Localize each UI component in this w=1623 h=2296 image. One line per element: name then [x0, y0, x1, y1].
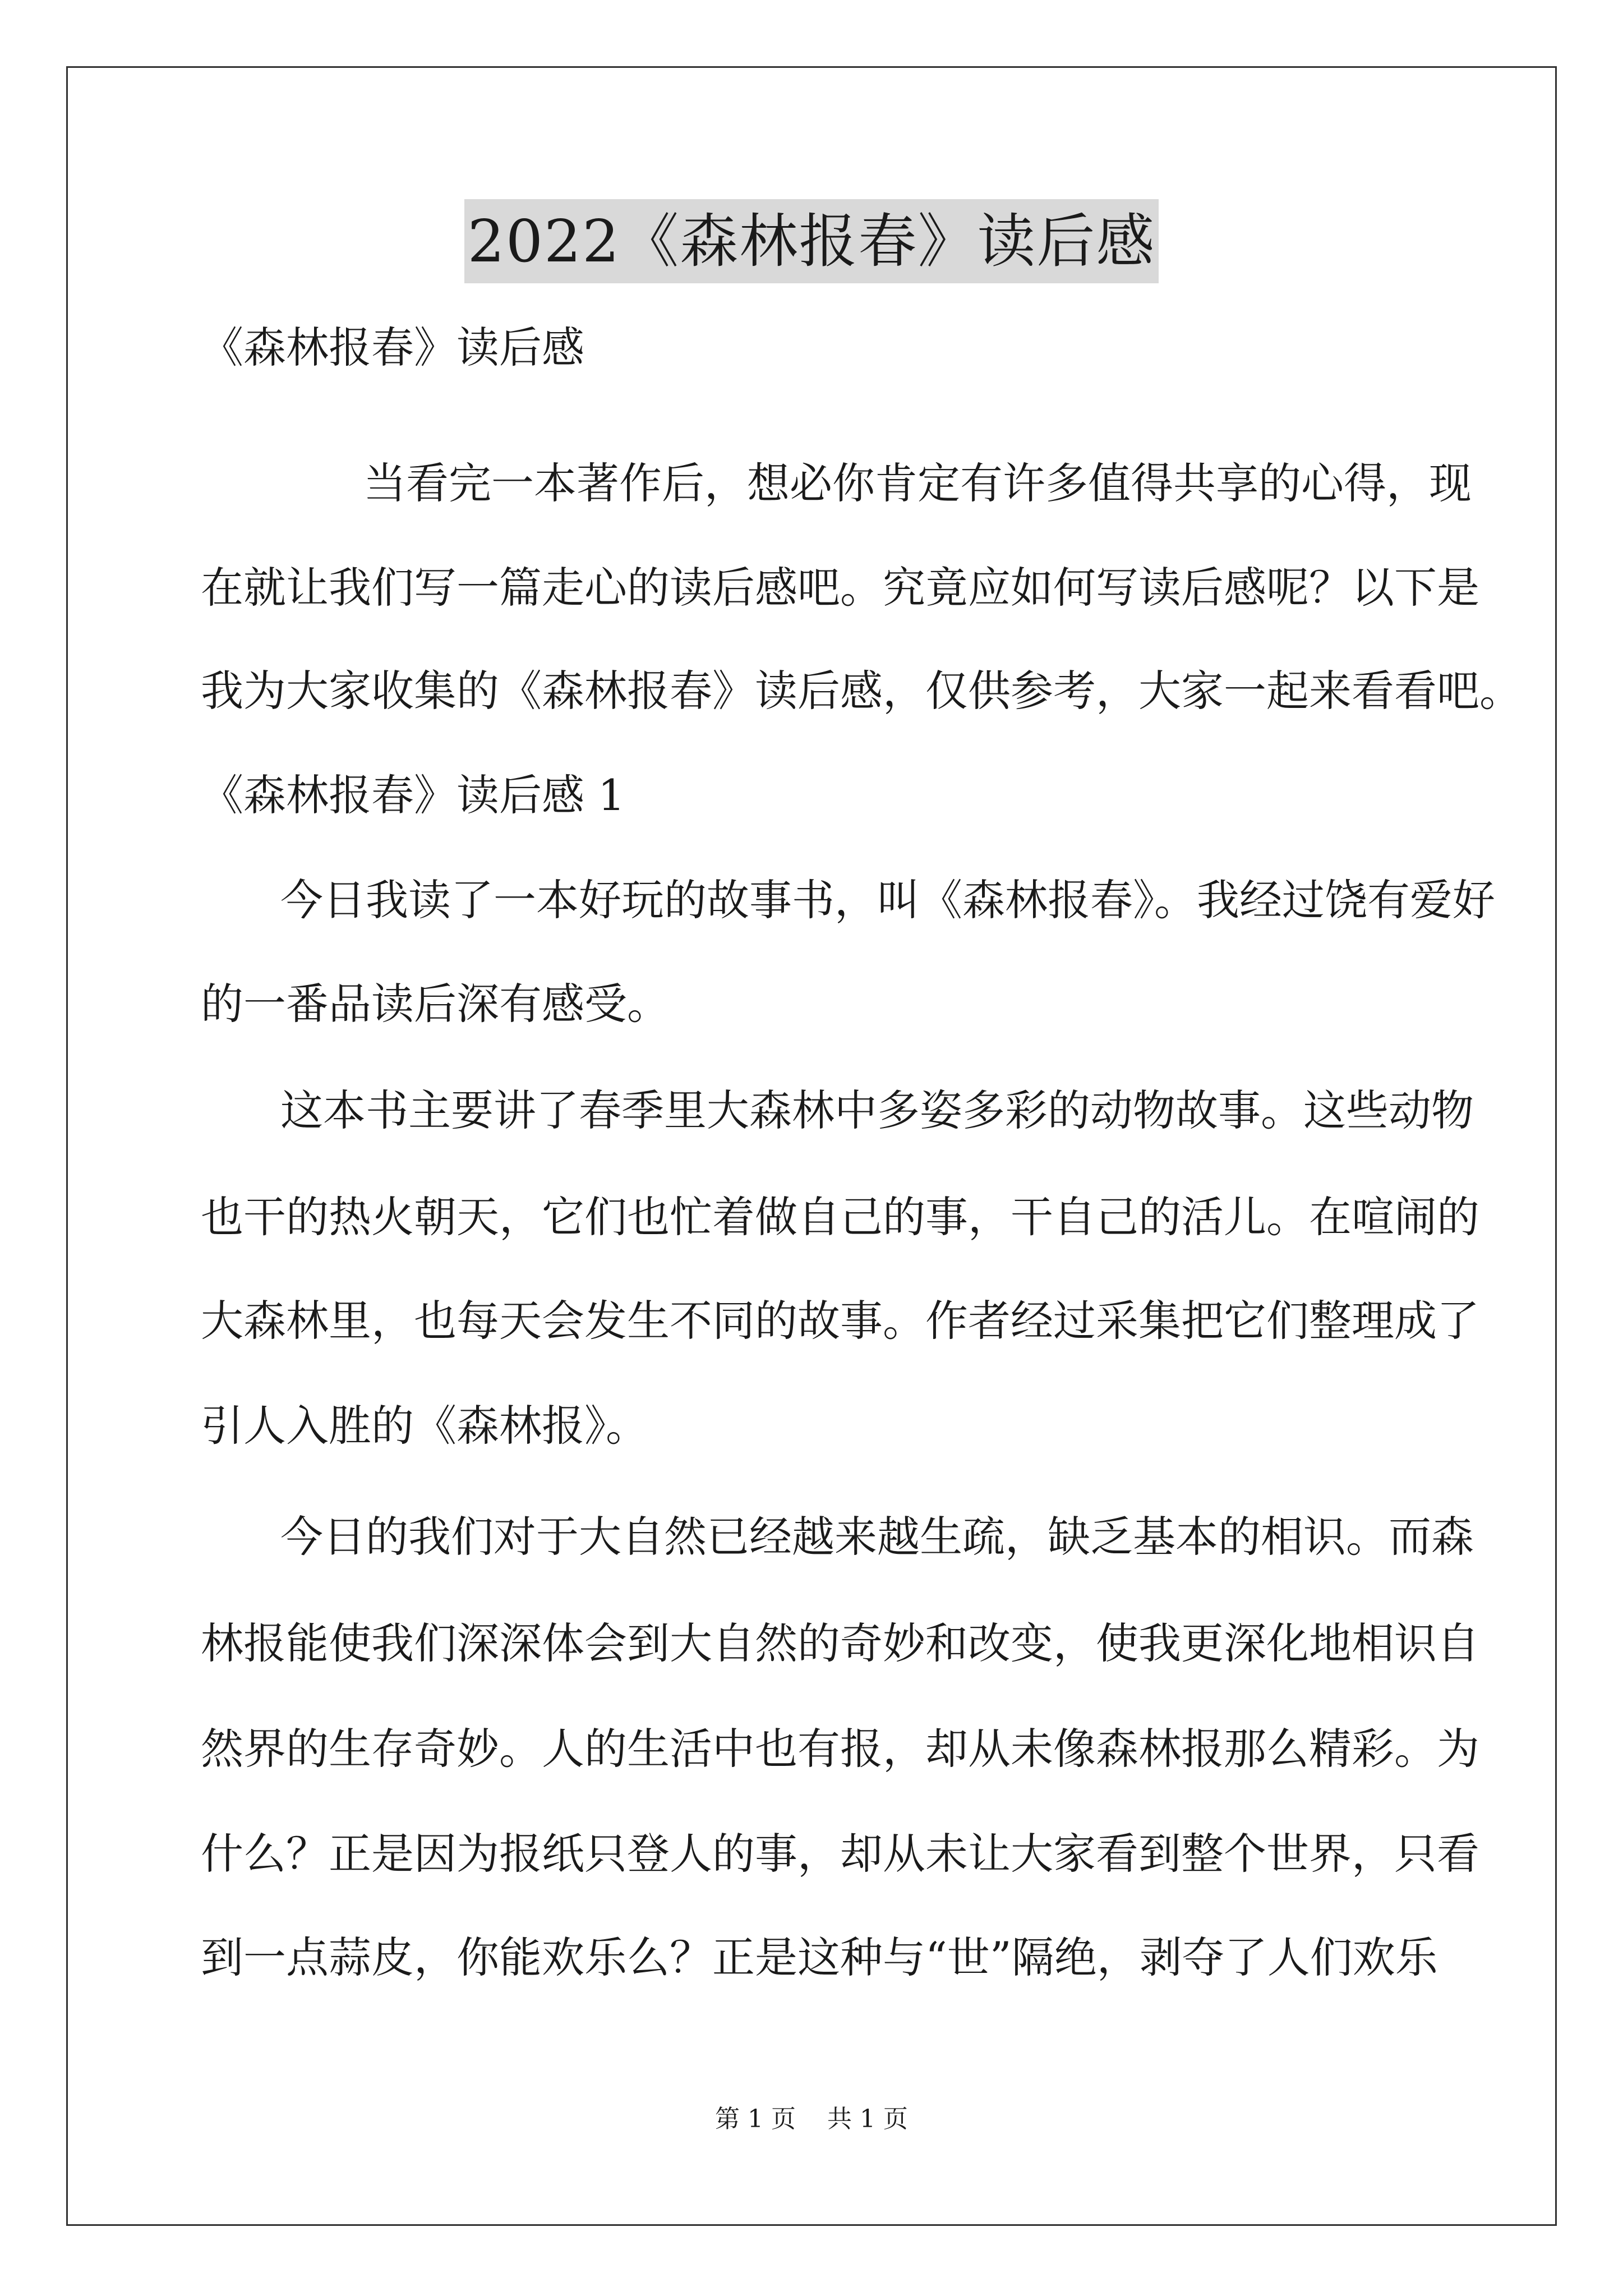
- title-container: [0, 199, 1623, 283]
- paragraph-2-line-2: 也干的热火朝天，它们也忙着做自己的事，干自己的活儿。在喧闹的: [201, 1192, 1479, 1242]
- section-heading: 《森林报春》读后感 1: [201, 770, 625, 820]
- paragraph-1-line-2: 的一番品读后深有感受。: [201, 979, 670, 1029]
- subtitle-line: 《森林报春》读后感: [201, 323, 584, 372]
- intro-paragraph-line-1: 当看完一本著作后，想必你肯定有许多值得共享的心得，现: [363, 458, 1472, 508]
- paragraph-2-line-4: 引人入胜的《森林报》。: [201, 1401, 648, 1451]
- paragraph-3-line-5: 到一点蒜皮，你能欢乐么？正是这种与“世”隔绝，剥夺了人们欢乐: [201, 1932, 1438, 1982]
- page-border: [66, 66, 1557, 2226]
- page-footer: [0, 2102, 1623, 2136]
- paragraph-3-line-3: 然界的生存奇妙。人的生活中也有报，却从未像森林报那么精彩。为: [201, 1724, 1479, 1774]
- paragraph-2-line-3: 大森林里，也每天会发生不同的故事。作者经过采集把它们整理成了: [201, 1296, 1479, 1346]
- paragraph-1-line-1: 今日我读了一本好玩的故事书，叫《森林报春》。我经过饶有爱好: [280, 875, 1495, 925]
- paragraph-3-line-4: 什么？正是因为报纸只登人的事，却从未让大家看到整个世界，只看: [201, 1829, 1479, 1879]
- paragraph-3-line-1: 今日的我们对于大自然已经越来越生疏，缺乏基本的相识。而森: [280, 1512, 1474, 1562]
- page-number: 第 1 页: [715, 2105, 796, 2133]
- page-total: 共 1 页: [827, 2105, 908, 2133]
- paragraph-2-line-1: 这本书主要讲了春季里大森林中多姿多彩的动物故事。这些动物: [280, 1085, 1474, 1135]
- intro-paragraph-line-3: 我为大家收集的《森林报春》读后感，仅供参考，大家一起来看看吧。: [201, 666, 1522, 716]
- intro-paragraph-line-2: 在就让我们写一篇走心的读后感吧。究竟应如何写读后感呢？以下是: [201, 563, 1479, 613]
- paragraph-3-line-2: 林报能使我们深深体会到大自然的奇妙和改变，使我更深化地相识自: [201, 1618, 1479, 1668]
- document-title: 2022《森林报春》读后感: [464, 199, 1159, 283]
